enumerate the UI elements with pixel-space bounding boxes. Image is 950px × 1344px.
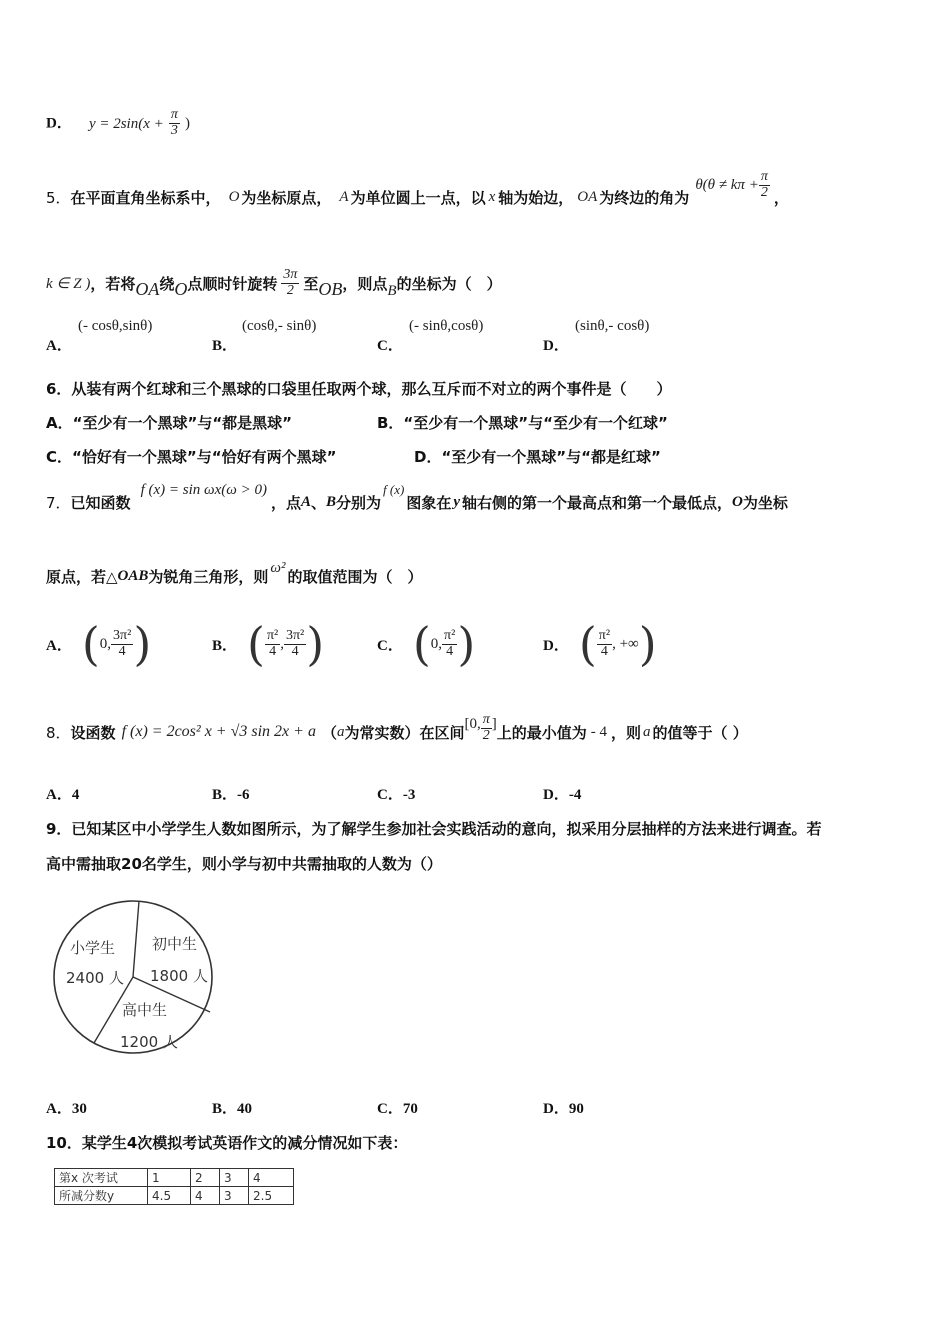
q7-option-d: D． ( $\frac{\text{π²}}{4}$ , +∞ ) (543, 617, 657, 671)
fraction: $\frac{3\pi}{2}$ (283, 266, 298, 298)
score-table (54, 1168, 294, 1205)
q9-option-b: B．40 (212, 1101, 253, 1117)
junior-label: 初中生 (152, 935, 198, 953)
fraction: $\frac{\text{π²}}{4}$ (266, 627, 279, 659)
q9-option-a: A．30 (46, 1101, 87, 1117)
q9-option-d: D．90 (543, 1101, 584, 1117)
q9-stem-line2: 高中需抽取20名学生，则小学与初中共需抽取的人数为（） (46, 855, 442, 873)
fraction: $\frac{\text{π²}}{4}$ (598, 627, 611, 659)
table-cell: 4 (249, 1169, 294, 1187)
q5-stem-line1: 5． 在平面直角坐标系中， O 为坐标原点， A 为单位圆上一点，以 x 轴为始边， OA 为终边的角为 θ(θ ≠ kπ + $\frac{\pi}{2}$ ， (46, 168, 789, 207)
q7-option-a: A． ( 0, $\frac{\text{3π²}}{4}$ ) (46, 617, 152, 671)
q5-stem-line2: k ∈ Z ) ，若将 OA 绕 O 点顺时针旋转 $\frac{3\pi}{2}$ 至 OB ，则点 B 的坐标为（ ） (46, 266, 502, 299)
pie-svg (50, 895, 220, 1065)
fraction: $\frac{\text{3π²}}{4}$ (285, 627, 305, 659)
senior-label: 高中生 (122, 1001, 168, 1019)
fraction: $\frac{\pi}{2}$ (760, 168, 768, 200)
fraction: $\frac{\pi}{2}$ (482, 711, 490, 743)
q6-option-b: B．“至少有一个黑球”与“至少有一个红球” (377, 414, 668, 432)
q9-stem-line1: 9．已知某区中小学学生人数如图所示，为了解学生参加社会实践活动的意向，拟采用分层抽样的方法来进行调查。若 (46, 820, 822, 838)
q6-stem: 6．从装有两个红球和三个黑球的口袋里任取两个球，那么互斥而不对立的两个事件是（ ） (46, 380, 672, 398)
table-cell: 4 (191, 1187, 220, 1205)
q10-stem: 10．某学生4次模拟考试英语作文的减分情况如下表： (46, 1134, 408, 1152)
pie-figure (50, 895, 220, 1065)
table-cell: 第x 次考试 (55, 1169, 148, 1187)
q6-option-d: D．“至少有一个黑球”与“都是红球” (414, 448, 661, 466)
q8-option-b: B．-6 (212, 787, 250, 803)
q9-option-c: C．70 (377, 1101, 418, 1117)
table-cell: 4.5 (148, 1187, 191, 1205)
table-cell: 1 (148, 1169, 191, 1187)
q5-option-d: D． (sinθ,- cosθ) (543, 318, 650, 354)
senior-count: 1200 人 (120, 1033, 178, 1051)
q8-option-c: C．-3 (377, 787, 416, 803)
fraction: $\frac{\text{π²}}{4}$ (444, 627, 456, 659)
option-label: D． (46, 115, 72, 132)
q5-option-b: B． (cosθ,- sinθ) (212, 318, 317, 354)
junior-count: 1800 人 (150, 967, 208, 985)
table-cell: 所减分数y (55, 1187, 148, 1205)
table-cell: 2.5 (249, 1187, 294, 1205)
q7-option-b: B． ( $\frac{\text{π²}}{4}$ , $\frac{\text{3π²}}{4}$ ) (212, 617, 325, 671)
pie-divider-top (133, 901, 139, 977)
fraction: $\frac{\text{3π²}}{4}$ (113, 627, 132, 659)
q7-stem-line2: 原点，若△ OAB 为锐角三角形，则 ω² 的取值范围为（ ） (46, 559, 423, 586)
q5-option-a: A． (- cosθ,sinθ) (46, 318, 153, 354)
q4-option-d: D． y = 2sin(x + $\frac{\pi}{3}$ ) (46, 107, 190, 138)
table-cell: 2 (191, 1169, 220, 1187)
table-cell: 3 (220, 1187, 249, 1205)
q7-stem-line1: 7． 已知函数 f (x) = sin ωx(ω > 0) ，点 A 、 B 分别为 f (x) 图象在 y 轴右侧的第一个最高点和第一个最低点， O 为坐标 (46, 481, 788, 512)
q5-option-c: C． (- sinθ,cosθ) (377, 318, 484, 354)
option-expr: y = 2sin(x + (88, 115, 164, 132)
q7-option-c: C． ( 0, $\frac{\text{π²}}{4}$ ) (377, 617, 476, 671)
q8-option-a: A．4 (46, 787, 80, 803)
primary-label: 小学生 (70, 939, 116, 957)
table-cell: 3 (220, 1169, 249, 1187)
q8-option-d: D．-4 (543, 787, 582, 803)
q8-stem: 8． 设函数 f (x) = 2cos² x + √3 sin 2x + a （ a 为常实数）在区间 [0, $\frac{\pi}{2}$ ] 上的最小值为 - 4 ，则 a 的值等于（ ） (46, 711, 748, 743)
table-row (55, 1187, 294, 1205)
table-row (55, 1169, 294, 1187)
q6-option-c: C．“恰好有一个黑球”与“恰好有两个黑球” (46, 448, 337, 466)
fraction: $\frac{\pi}{3}$ (170, 107, 178, 138)
primary-count: 2400 人 (66, 969, 124, 987)
q6-option-a: A．“至少有一个黑球”与“都是黑球” (46, 414, 293, 432)
